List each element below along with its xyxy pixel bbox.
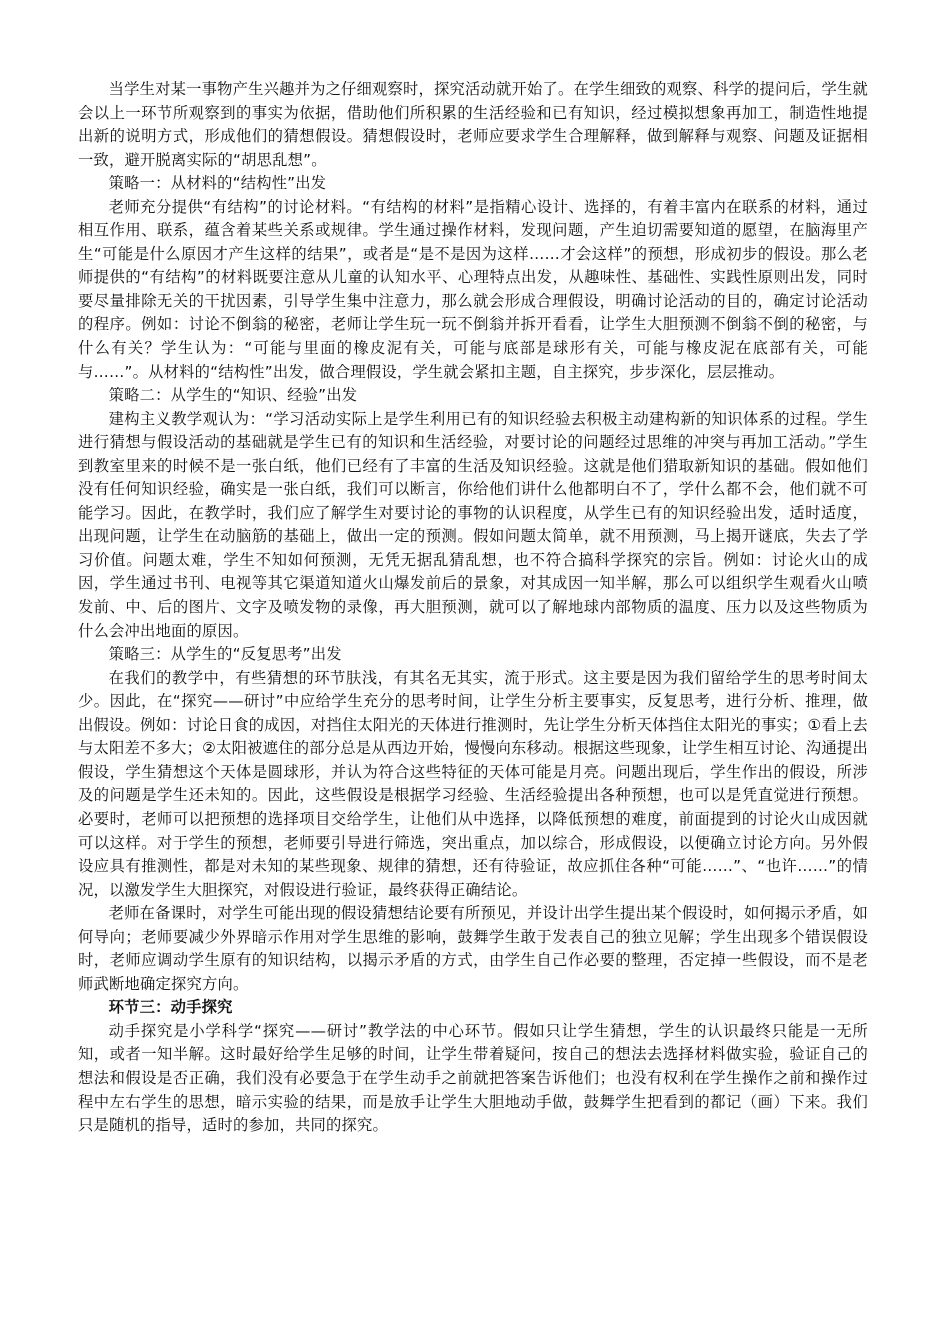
section-heading: 环节三：动手探究 bbox=[108, 998, 233, 1017]
body-paragraph: 老师充分提供“有结构”的讨论材料。“有结构的材料”是指精心设计、选择的，有着丰富内在联系的材料，通过相互作用、联系，蕴含着某些关系或规律。学生通过操作材料，发现问题，产生迫切需要知道的愿望，在脑海里产生“可能是什么原因才产生这样的结果”，或者是“是不是因为这样……才会这样”的预想，形成初步的假设。那么老师提供的“有结构”的材料既要注意从儿童的认知水平、心理特点出发，从趣味性、基础性、实践性原则出发，同时要尽量排除无关的干扰因素，引导学生集中注意力，那么就会形成合理假设，明确讨论活动的目的，确定讨论活动的程序。例如：讨论不倒翁的秘密，老师让学生玩一玩不倒翁并拆开看看，让学生大胆预测不倒翁不倒的秘密，与什么有关？学生认为：“可能与里面的橡皮泥有关，可能与底部是球形有关，可能与橡皮泥在底部有关，可能与……”。从材料的“结构性”出发，做合理假设，学生就会紧扣主题，自主探究，步步深化，层层推动。 bbox=[78, 197, 868, 381]
body-paragraph: 动手探究是小学科学“探究——研讨”教学法的中心环节。假如只让学生猜想，学生的认识最终只能是一无所知，或者一知半解。这时最好给学生足够的时间，让学生带着疑问，按自己的想法去选择材料做实验，验证自己的想法和假设是否正确，我们没有必要急于在学生动手之前就把答案告诉他们；也没有权利在学生操作之前和操作过程中左右学生的思想，暗示实验的结果，而是放手让学生大胆地动手做，鼓舞学生把看到的都记（画）下来。我们只是随机的指导，适时的参加，共同的探究。 bbox=[78, 1021, 868, 1135]
body-paragraph: 老师在备课时，对学生可能出现的假设猜想结论要有所预见，并设计出学生提出某个假设时，如何揭示矛盾，如何导向；老师要减少外界暗示作用对学生思维的影响，鼓舞学生敢于发表自己的独立见解；学生出现多个错误假设时，老师应调动学生原有的知识结构，以揭示矛盾的方式，由学生自己作必要的整理，否定掉一些假设，而不是老师武断地确定探究方向。 bbox=[78, 904, 868, 993]
strategy-heading-3: 策略三：从学生的“反复思考”出发 bbox=[108, 645, 342, 664]
strategy-heading-2: 策略二：从学生的“知识、经验”出发 bbox=[108, 386, 358, 405]
strategy-heading-1: 策略一：从材料的“结构性”出发 bbox=[108, 174, 327, 193]
body-paragraph: 建构主义教学观认为：“学习活动实际上是学生利用已有的知识经验去积极主动建构新的知识体系的过程。学生进行猜想与假设活动的基础就是学生已有的知识和生活经验，对要讨论的问题经过思维的冲突与再加工活动。”学生到教室里来的时候不是一张白纸，他们已经有了丰富的生活及知识经验。这就是他们猎取新知识的基础。假如他们没有任何知识经验，确实是一张白纸，我们可以断言，你给他们讲什么他都明白不了，学什么都不会，他们就不可能学习。因此，在教学时，我们应了解学生对要讨论的事物的认识程度，从学生已有的知识经验出发，适时适度，出现问题，让学生在动脑筋的基础上，做出一定的预测。假如问题太简单，就不用预测，马上揭开谜底，失去了学习价值。问题太难，学生不知如何预测，无凭无据乱猜乱想，也不符合搞科学探究的宗旨。例如：讨论火山的成因，学生通过书刊、电视等其它渠道知道火山爆发前后的景象，对其成因一知半解，那么可以组织学生观看火山喷发前、中、后的图片、文字及喷发物的录像，再大胆预测，就可以了解地球内部物质的温度、压力以及这些物质为什么会冲出地面的原因。 bbox=[78, 409, 868, 640]
body-paragraph: 在我们的教学中，有些猜想的环节肤浅，有其名无其实，流于形式。这主要是因为我们留给学生的思考时间太少。因此，在“探究——研讨”中应给学生充分的思考时间，让学生分析主要事实，反复思考，进行分析、推理，做出假设。例如：讨论日食的成因，对挡住太阳光的天体进行推测时，先让学生分析天体挡住太阳光的事实；①看上去与太阳差不多大；②太阳被遮住的部分总是从西边开始，慢慢向东移动。根据这些现象，让学生相互讨论、沟通提出假设，学生猜想这个天体是圆球形，并认为符合这些特征的天体可能是月亮。问题出现后，学生作出的假设，所涉及的问题是学生还未知的。因此，这些假设是根据学习经验、生活经验提出各种预想，也可以是凭直觉进行预想。必要时，老师可以把预想的选择项目交给学生，让他们从中选择，以降低预想的难度，前面提到的讨论火山成因就可以这样。对于学生的预想，老师要引导进行筛选，突出重点，加以综合，形成假设，以便确立讨论方向。另外假设应具有推测性，都是对未知的某些现象、规律的猜想，还有待验证，故应抓住各种“可能……”、“也许……”的情况，以激发学生大胆探究，对假设进行验证，最终获得正确结论。 bbox=[78, 668, 868, 899]
body-paragraph: 当学生对某一事物产生兴趣并为之仔细观察时，探究活动就开始了。在学生细致的观察、科学的提问后，学生就会以上一环节所观察到的事实为依据，借助他们所积累的生活经验和已有知识，经过模拟想象再加工，制造性地提出新的说明方式，形成他们的猜想假设。猜想假设时，老师应要求学生合理解释，做到解释与观察、问题及证据相一致，避开脱离实际的“胡思乱想”。 bbox=[78, 80, 868, 169]
